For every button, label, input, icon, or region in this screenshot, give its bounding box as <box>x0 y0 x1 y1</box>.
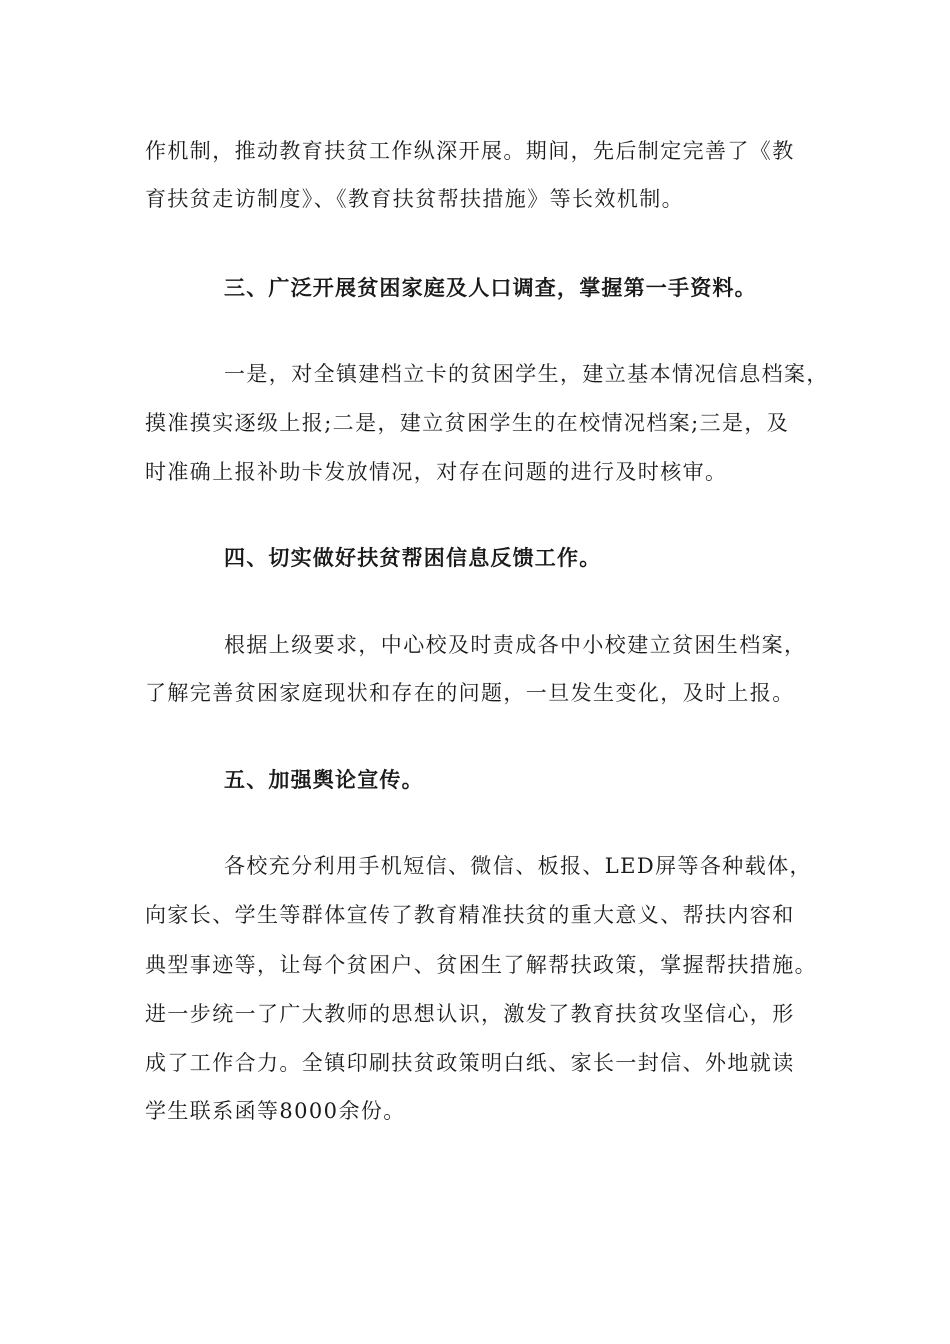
paragraph-4-line-2: 向家长、学生等群体宣传了教育精准扶贫的重大意义、帮扶内容和 <box>145 903 795 927</box>
paragraph-2-line-3: 时准确上报补助卡发放情况，对存在问题的进行及时核审。 <box>145 460 728 484</box>
section-heading-3: 三、广泛开展贫困家庭及人口调查，掌握第一手资料。 <box>224 275 757 300</box>
paragraph-4-line-1: 各校充分利用手机短信、微信、板报、LED屏等各种载体， <box>224 854 812 878</box>
section-heading-4: 四、切实做好扶贫帮困信息反馈工作。 <box>224 545 602 570</box>
paragraph-4-line-5: 成了工作合力。全镇印刷扶贫政策明白纸、家长一封信、外地就读 <box>145 1051 795 1075</box>
paragraph-3-line-2: 了解完善贫困家庭现状和存在的问题，一旦发生变化，及时上报。 <box>145 681 795 705</box>
paragraph-3-line-1: 根据上级要求，中心校及时责成各中小校建立贫困生档案， <box>224 633 807 657</box>
paragraph-2-line-2: 摸准摸实逐级上报;二是，建立贫困学生的在校情况档案;三是，及 <box>145 411 790 435</box>
paragraph-4-line-6: 学生联系函等8000余份。 <box>145 1099 406 1123</box>
section-heading-5: 五、加强舆论宣传。 <box>224 767 424 792</box>
paragraph-2-line-1: 一是，对全镇建档立卡的贫困学生，建立基本情况信息档案， <box>224 362 829 386</box>
paragraph-1-line-2: 育扶贫走访制度》、《教育扶贫帮扶措施》等长效机制。 <box>145 187 684 211</box>
paragraph-4-line-3: 典型事迹等，让每个贫困户、贫困生了解帮扶政策，掌握帮扶措施。 <box>145 953 817 977</box>
paragraph-4-line-4: 进一步统一了广大教师的思想认识，激发了教育扶贫攻坚信心，形 <box>145 1002 795 1026</box>
paragraph-1-line-1: 作机制，推动教育扶贫工作纵深开展。期间，先后制定完善了《教 <box>145 139 795 163</box>
